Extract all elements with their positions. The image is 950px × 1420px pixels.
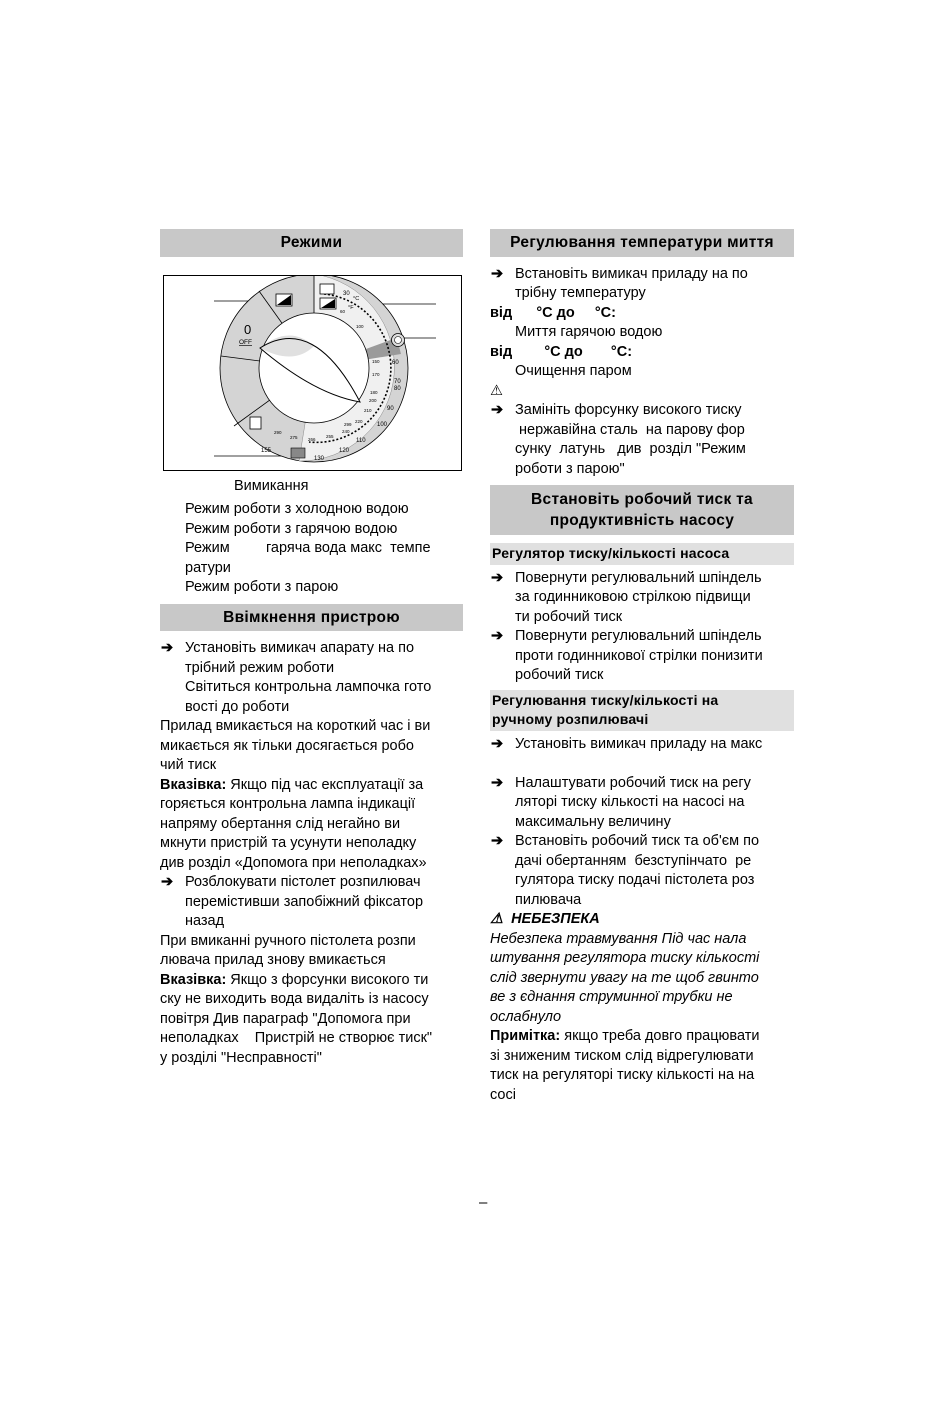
temperature-step-2	[490, 401, 794, 479]
text-line: Замініть форсунку високого тиску	[515, 402, 742, 418]
dial-scale-c: 210	[364, 407, 372, 413]
text-line: неполадках Пристрій не створює тиск"	[160, 1030, 433, 1046]
text-line: Установіть вимикач приладу на макс	[515, 735, 763, 752]
text-line: назад	[185, 913, 225, 929]
arrow-right-icon: ➔	[491, 402, 504, 418]
text-line: Прилад вмикається на короткий час і ви	[160, 718, 431, 734]
dial-scale-f: 70	[394, 378, 401, 385]
dial-scale-c: 255	[326, 433, 334, 439]
text-line: Встановіть робочий тиск та об'єм по	[515, 833, 760, 849]
pump-regulator-subheading: Регулятор тиску/кількості насоса	[490, 543, 794, 565]
note-label: Примітка:	[490, 1028, 561, 1044]
switch-on-paragraph	[160, 717, 463, 776]
mode-item: Режим роботи з холодною водою	[185, 501, 409, 517]
text-line: мкнути пристрій та усунути неполадку	[160, 835, 417, 851]
dial-off-number: 0	[244, 321, 252, 337]
dial-scale-c: 200	[369, 397, 377, 403]
text-line: Розблокувати пістолет розпилювач	[185, 874, 421, 890]
gun-step-2	[490, 774, 794, 833]
temperature-range-1: від °C до °C:	[490, 304, 616, 321]
text-line: дачі обертанням безступінчато ре	[515, 852, 752, 869]
mode-item: Режим роботи з парою	[185, 579, 339, 595]
text-line: трібний режим роботи	[185, 659, 335, 676]
switch-on-step-1	[160, 639, 463, 678]
dial-scale-f: 80	[394, 385, 401, 392]
text-line: Встановіть вимикач приладу на по	[515, 265, 748, 282]
dial-scale-f: 120	[339, 447, 350, 454]
dial-scale-c: 180	[370, 389, 378, 395]
danger-label: НЕБЕЗПЕКА	[511, 911, 600, 927]
left-column	[160, 229, 463, 1068]
dial-scale-f: 60	[392, 359, 399, 366]
text-line: Установіть вимикач апарату на по	[185, 640, 415, 656]
arrow-right-icon: ➔	[491, 774, 504, 791]
pump-step-1	[490, 569, 794, 628]
text-line: у розділі "Несправності"	[160, 1049, 322, 1066]
text-line: якщо треба довго працювати	[560, 1028, 760, 1044]
text-line: за годинниковою стрілкою підвищи	[515, 589, 751, 605]
text-line: Небезпека травмування Під час нала	[490, 930, 747, 947]
text-line: При вмиканні ручного пістолета розпи	[160, 932, 416, 949]
dial-scale-c: 100	[356, 323, 364, 329]
pump-step-2	[490, 627, 794, 686]
heading-line: ручному розпилювачі	[492, 711, 649, 727]
arrow-right-icon: ➔	[161, 640, 174, 656]
text-line: максимальну величину	[515, 813, 671, 830]
dial-scale-c: 290	[274, 429, 282, 435]
note-2	[160, 971, 463, 1069]
temperature-range-2: від °C до °C:	[490, 343, 633, 360]
text-line: гулятора тиску подачі пістолета роз	[515, 872, 755, 888]
text-line: Світиться контрольна лампочка гото	[185, 679, 432, 695]
dial-scale-c: 220	[355, 418, 363, 424]
text-line: Якщо з форсунки високого ти	[226, 971, 429, 988]
heading-line: Встановіть робочий тиск та	[531, 491, 753, 508]
mode-dial-illustration	[164, 276, 461, 470]
mode-item: Вимикання	[234, 477, 309, 494]
text-line: повітря Див параграф "Допомога при	[160, 1010, 411, 1027]
dial-unit-c: °C	[353, 295, 360, 302]
text-line: штування регулятора тиску кількості	[490, 950, 760, 966]
text-line: ослабнуло	[490, 1008, 562, 1025]
text-line: ти робочий тиск	[515, 608, 623, 625]
text-line: сосі	[490, 1086, 516, 1103]
page-number: –	[479, 1194, 488, 1211]
mode-item: Режим роботи з гарячою водою	[185, 520, 398, 537]
temperature-heading: Регулювання температури миття	[490, 229, 794, 257]
switch-on-indicator-note	[160, 678, 463, 717]
text-line: сунку латунь див розділ "Режим	[515, 441, 746, 457]
dial-scale-f: 130	[314, 455, 325, 462]
switch-on-step-2	[160, 873, 463, 932]
dial-scale-c: 170	[372, 371, 380, 377]
text-line: трібну температуру	[515, 285, 646, 301]
danger-block-title	[490, 910, 794, 930]
pressure-heading	[490, 485, 794, 535]
text-line: пилювача	[515, 891, 582, 908]
text-line: зі зниженим тиском слід відрегулювати	[490, 1047, 754, 1064]
danger-text	[490, 930, 794, 1028]
text-line: Якщо під час експлуатації за	[226, 776, 424, 793]
arrow-right-icon: ➔	[491, 735, 504, 752]
dial-scale-c: 155	[261, 447, 272, 454]
text-line: робочий тиск	[515, 667, 604, 683]
mode-item: Режим гаряча вода макс темпе	[185, 540, 431, 556]
switch-on-paragraph-2	[160, 932, 463, 971]
text-line: ляторі тиску кількості на насосі на	[515, 794, 745, 810]
heading-line: продуктивність насосу	[549, 512, 735, 529]
mode-dial-figure	[163, 275, 462, 471]
text-line: чий тиск	[160, 757, 217, 773]
dial-scale-c: 150	[372, 358, 380, 364]
text-line: Повернути регулювальний шпіндель	[515, 628, 762, 644]
note-label: Вказівка:	[160, 776, 227, 793]
dial-scale-f: 100	[377, 421, 388, 428]
dial-unit-f: °F	[348, 304, 354, 311]
text-line: ску не виходить вода видаліть із насосу	[160, 991, 429, 1007]
dial-scale-c: 275	[290, 434, 298, 440]
dial-scale-c: 299	[344, 421, 352, 427]
arrow-right-icon: ➔	[491, 628, 504, 644]
note-1	[160, 776, 463, 874]
modes-heading: Режими	[160, 229, 463, 257]
text-line: слід звернути увагу на те щоб гвинто	[490, 969, 759, 986]
gun-step-3	[490, 832, 794, 910]
arrow-right-icon: ➔	[491, 265, 504, 282]
mode-list	[160, 477, 463, 598]
warning-icon: ⚠	[490, 911, 503, 927]
right-column	[490, 229, 794, 1105]
text-line: тиск на регуляторі тиску кількості на на	[490, 1067, 755, 1083]
heading-line: Регулювання тиску/кількості на	[492, 691, 719, 708]
dial-scale-f: 110	[356, 437, 366, 444]
text-line: нержавійна сталь на парову фор	[515, 421, 745, 438]
dial-scale-f: 90	[387, 405, 394, 412]
dial-scale-c: 30	[343, 290, 350, 297]
warning-icon: ⚠	[490, 382, 503, 399]
arrow-right-icon: ➔	[491, 833, 504, 849]
text-line: перемістивши запобіжний фіксатор	[185, 893, 424, 910]
text-line: горяється контрольна лампа індикації	[160, 796, 416, 812]
dial-scale-c: 266	[308, 436, 316, 442]
note-label: Вказівка:	[160, 971, 227, 988]
note-3	[490, 1027, 794, 1105]
text-line: напряму обертання слід негайно ви	[160, 815, 401, 832]
dial-off-label: OFF	[239, 338, 252, 346]
text-line: див розділ «Допомога при неполадках»	[160, 854, 427, 871]
temperature-step-1	[490, 265, 794, 304]
dial-scale-c: 240	[342, 428, 350, 434]
gun-regulator-subheading	[490, 690, 794, 731]
text-line: Повернути регулювальний шпіндель	[515, 569, 762, 586]
text-line: микається як тільки досягається робо	[160, 737, 414, 754]
text-line: лювача прилад знову вмикається	[160, 952, 386, 968]
text-line: роботи з парою"	[515, 460, 625, 477]
arrow-right-icon: ➔	[491, 569, 504, 586]
text-line: ве з єднання струминної трубки не	[490, 989, 733, 1005]
arrow-right-icon: ➔	[161, 874, 174, 890]
temperature-range-1-desc: Миття гарячою водою	[515, 324, 663, 340]
text-line: вості до роботи	[185, 698, 290, 715]
gun-step-1	[490, 735, 794, 755]
temperature-range-2-desc: Очищення паром	[515, 363, 632, 379]
switch-on-heading: Ввімкнення пристрою	[160, 604, 463, 632]
mode-item: ратури	[185, 559, 231, 576]
dial-scale-c: 60	[340, 308, 346, 314]
text-line: Налаштувати робочий тиск на регу	[515, 774, 751, 791]
text-line: проти годинникової стрілки понизити	[515, 647, 763, 664]
